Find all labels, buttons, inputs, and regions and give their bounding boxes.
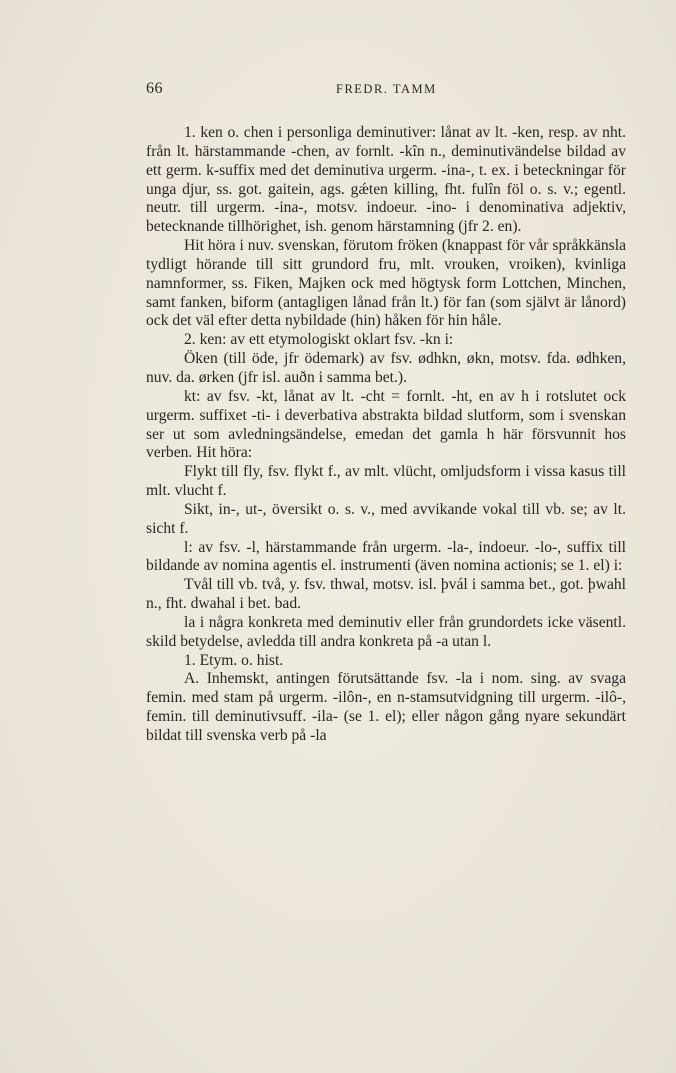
paragraph-ken-etymology: 2. ken: av ett etymologiskt oklart fsv. -kn i: <box>184 331 454 349</box>
paragraph-tval: Tvål till vb. två, y. fsv. thwal, motsv. isl. þvál i samma bet., got. þwahl n., fht. dwahal i bet. bad. <box>146 576 626 613</box>
paragraph-etym-hist: 1. Etym. o. hist. <box>184 651 284 669</box>
body-text <box>146 124 626 746</box>
paragraph-inhemskt: A. Inhemskt, antingen förutsättande fsv. -la i nom. sing. av svaga femin. med stam på urgerm. -ilôn-, en n-stamsutvidgning till urgerm. -ilô-, femin. till deminutivsuff. -ila- (se 1. el); eller någon gång nyare sekundärt bildat till svenska verb på -la <box>146 670 626 744</box>
paragraph-ken-chen: 1. ken o. chen i personliga deminutiver: lånat av lt. -ken, resp. av nht. från lt. härstammande -chen, av fornlt. -kîn n., deminutivändelse bildad av ett germ. k-suffix med det deminutiva urgerm. -ina-, t. ex. i beteckningar för unga djur, ss. got. gaitein, ags. gǽten killing, fht. fulîn föl o. s. v.; egentl. neutr. till urgerm. -ina-, motsv. indoeur. -ino- i denominativa adjektiv, betecknande tillhörighet, ish. genom härstamning (jfr 2. en). <box>146 124 626 236</box>
paragraph-kt: kt: av fsv. -kt, lånat av lt. -cht = fornlt. -ht, en av h i rotslutet ock urgerm. suffixet -ti- i deverbativa abstrakta bildad slutform, som i svenskan ser ut som avledningsändelse, emedan det gamla h här försvunnit hos verben. Hit höra: <box>146 387 626 462</box>
paragraph-oken: Öken (till öde, jfr ödemark) av fsv. ødhkn, økn, motsv. fda. ødhken, nuv. da. ørken (jfr isl. auðn i samma bet.). <box>146 350 626 386</box>
paragraph-flykt: Flykt till fly, fsv. flykt f., av mlt. vlücht, omljudsform i vissa kasus till mlt. vlucht f. <box>146 463 626 500</box>
running-head: FREDR. TAMM <box>336 82 437 96</box>
page-number: 66 <box>146 80 163 97</box>
paragraph-la-suffix: la i några konkreta med deminutiv eller från grundordets icke väsentl. skild betydelse, avledda till andra konkreta på -a utan l. <box>146 613 626 650</box>
page-header <box>146 80 544 102</box>
paragraph-l-suffix: l: av fsv. -l, härstammande från urgerm. -la-, indoeur. -lo-, suffix till bildande av nomina agentis el. instrumenti (även nomina actionis; se 1. el) i: <box>146 538 626 575</box>
paragraph-hit-hora-froken: Hit höra i nuv. svenskan, förutom fröken (knappast för vår språkkänsla tydligt hörande till sitt grundord fru, mlt. vrouken, vroiken), kvinliga namnformer, ss. Fiken, Majken ock med högtysk form Lottchen, Minchen, samt fanken, biform (antagligen lånad från lt.) för fan (som självt är lånord) ock det väl efter detta nybildade (hin) håken för hin håle. <box>146 237 626 330</box>
paragraph-sikt: Sikt, in-, ut-, översikt o. s. v., med avvikande vokal till vb. se; av lt. sicht f. <box>146 500 626 537</box>
